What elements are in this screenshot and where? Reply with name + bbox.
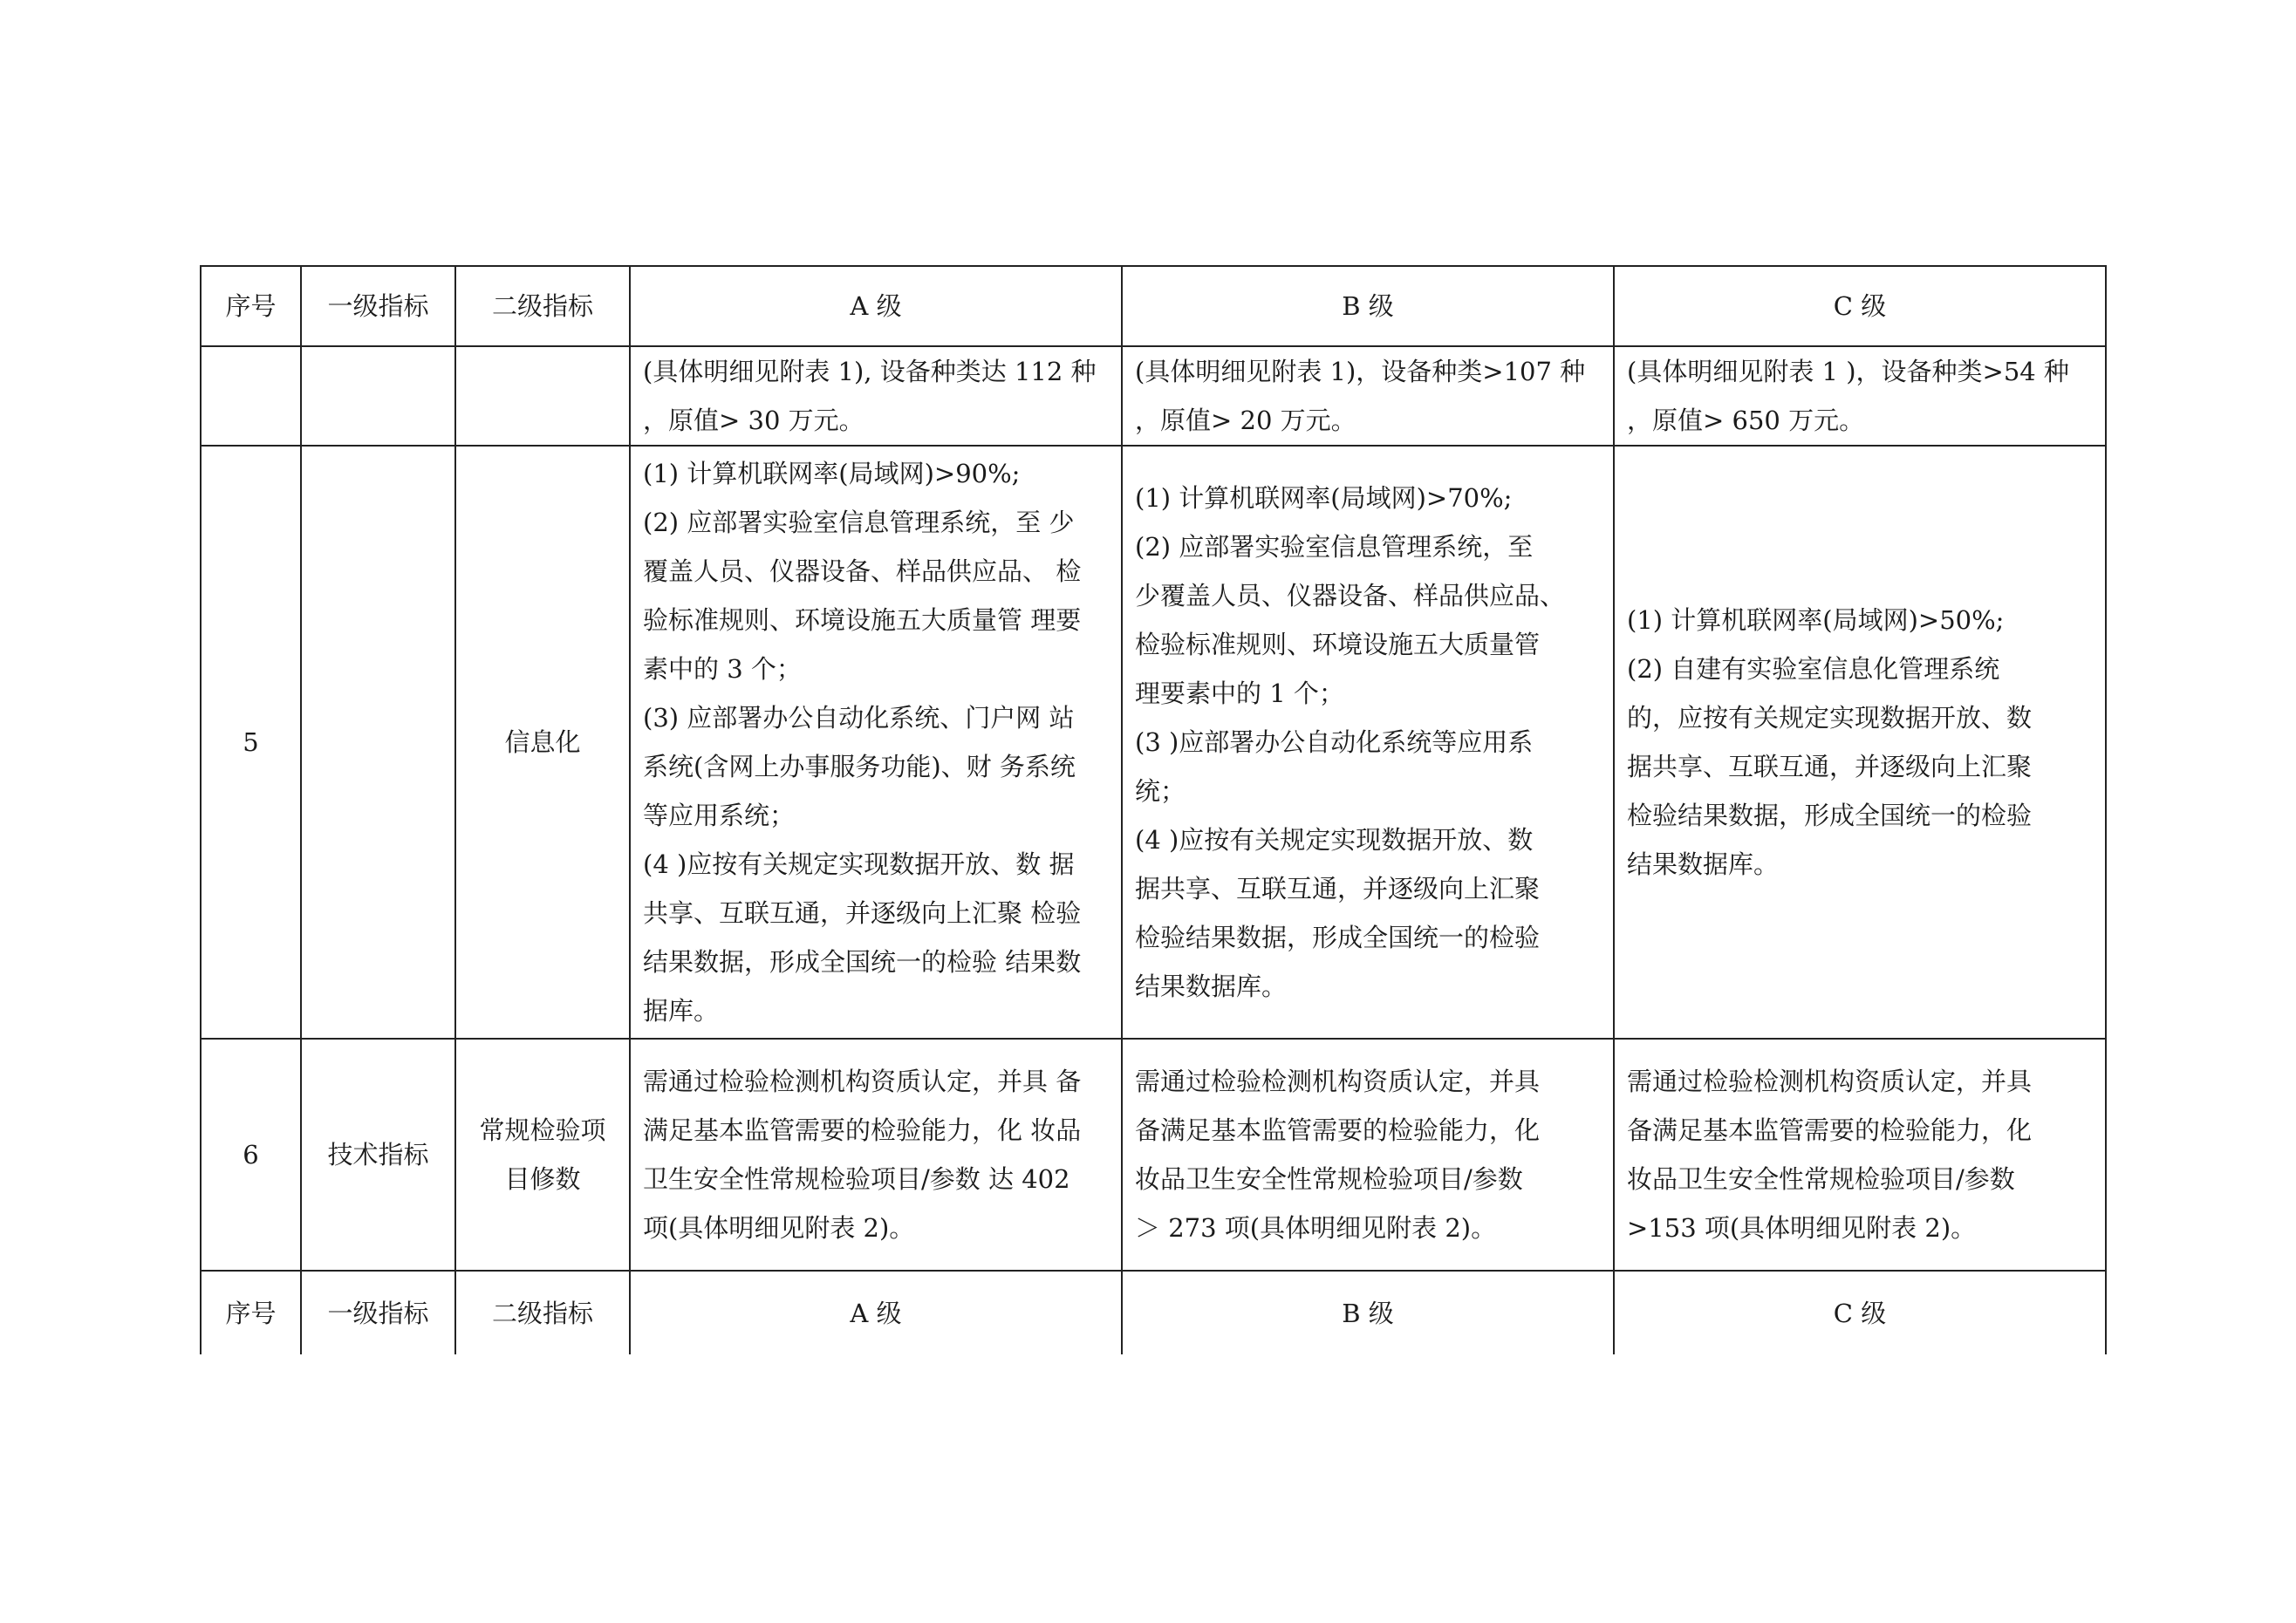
text-line: 备满足基本监管需要的检验能力，化 [1135, 1115, 1541, 1145]
text-line: 检验结果数据，形成全国统一的检验 [1135, 923, 1541, 952]
text-line: 覆盖人员、仪器设备、样品供应品、 检 [643, 556, 1082, 586]
cell-level2 [455, 346, 630, 446]
text-line: 的，应按有关规定实现数据开放、数 [1627, 703, 2033, 733]
text-line: 验标准规则、环境设施五大质量管 理要 [643, 605, 1082, 635]
text-line: 统； [1135, 776, 1186, 806]
text-line: (1) 计算机联网率(局域网)>90%; [643, 459, 1021, 488]
cell-grade-a [630, 346, 1122, 446]
text-line: 常规检验项 [479, 1115, 606, 1145]
cell-grade-b [1122, 1039, 1614, 1271]
text-line: (3 )应部署办公自动化系统等应用系 [1135, 727, 1534, 757]
header-level1: 一级指标 [301, 266, 455, 346]
cell-grade-c [1614, 346, 2106, 446]
cell-grade-a [630, 446, 1122, 1039]
cell-grade-b [1122, 446, 1614, 1039]
text-line: >153 项(具体明细见附表 2)。 [1627, 1213, 1977, 1243]
text-line: 卫生安全性常规检验项目/参数 达 402 [643, 1164, 1070, 1194]
text-line: (4 )应按有关规定实现数据开放、数 据 [643, 849, 1075, 879]
text-line: 据共享、互联互通，并逐级向上汇聚 [1135, 874, 1541, 904]
cell-grade-c [1614, 446, 2106, 1039]
header-grade-a: A 级 [630, 266, 1122, 346]
text-line: 少覆盖人员、仪器设备、样品供应品、 [1135, 581, 1566, 610]
text-line: (4 )应按有关规定实现数据开放、数 [1135, 825, 1534, 855]
text-line: 项(具体明细见附表 2)。 [643, 1213, 915, 1243]
text-line: 结果数据库。 [1627, 849, 1780, 879]
cell-grade-b [1122, 346, 1614, 446]
text-line: 检验结果数据，形成全国统一的检验 [1627, 801, 2033, 830]
text-line: 据共享、互联互通，并逐级向上汇聚 [1627, 752, 2033, 781]
header-level2: 二级指标 [455, 1271, 630, 1354]
header-no: 序号 [201, 266, 301, 346]
header-grade-c: C 级 [1614, 1271, 2106, 1354]
text-line: 目修数 [504, 1164, 581, 1194]
header-grade-a: A 级 [630, 1271, 1122, 1354]
cell-grade-a [630, 1039, 1122, 1271]
text-line: (3) 应部署办公自动化系统、门户网 站 [643, 703, 1075, 733]
text-line: 结果数据，形成全国统一的检验 结果数 [643, 947, 1082, 977]
text-line: 妆品卫生安全性常规检验项目/参数 [1627, 1164, 2015, 1194]
cell-no [201, 346, 301, 446]
table-row-5 [201, 446, 2106, 1039]
cell-level2 [455, 1039, 630, 1271]
text-line: 需通过检验检测机构资质认定，并具 [1135, 1067, 1541, 1096]
text-line: 理要素中的 1 个； [1135, 679, 1344, 708]
text-line: (1) 计算机联网率(局域网)>50%; [1627, 605, 2005, 635]
header-level2: 二级指标 [455, 266, 630, 346]
text-line: (2) 自建有实验室信息化管理系统 [1627, 654, 2000, 684]
text-line: (具体明细见附表 1), 设备种类达 112 种 [643, 357, 1097, 386]
text-line: 妆品卫生安全性常规检验项目/参数 [1135, 1164, 1523, 1194]
text-line: 等应用系统； [643, 801, 796, 830]
text-line: 共享、互联互通，并逐级向上汇聚 检验 [643, 898, 1082, 928]
cell-level1: 技术指标 [301, 1039, 455, 1271]
text-line: 据库。 [643, 996, 720, 1026]
header-grade-c: C 级 [1614, 266, 2106, 346]
text-line: 结果数据库。 [1135, 972, 1288, 1001]
text-line: 满足基本监管需要的检验能力，化 妆品 [643, 1115, 1082, 1145]
header-grade-b: B 级 [1122, 1271, 1614, 1354]
text-line: ，原值> 20 万元。 [1135, 406, 1356, 435]
table-row-6 [201, 1039, 2106, 1271]
header-grade-b: B 级 [1122, 266, 1614, 346]
header-no: 序号 [201, 1271, 301, 1354]
cell-level1 [301, 446, 455, 1039]
text-line: (具体明细见附表 1)，设备种类>107 种 [1135, 357, 1586, 386]
text-line: 备满足基本监管需要的检验能力，化 [1627, 1115, 2033, 1145]
indicator-table [200, 265, 2107, 1354]
cell-no: 5 [201, 446, 301, 1039]
cell-level1 [301, 346, 455, 446]
text-line: (2) 应部署实验室信息管理系统，至 [1135, 532, 1534, 562]
text-line: 需通过检验检测机构资质认定，并具 备 [643, 1067, 1082, 1096]
text-line: (2) 应部署实验室信息管理系统，至 少 [643, 508, 1075, 537]
text-line: 系统(含网上办事服务功能)、财 务系统 [643, 752, 1076, 781]
cell-level2: 信息化 [455, 446, 630, 1039]
text-line: 需通过检验检测机构资质认定，并具 [1627, 1067, 2033, 1096]
table-header-row [201, 266, 2106, 346]
header-level1: 一级指标 [301, 1271, 455, 1354]
text-line: (具体明细见附表 1 )，设备种类>54 种 [1627, 357, 2069, 386]
text-line: 检验标准规则、环境设施五大质量管 [1135, 630, 1541, 659]
table-header-row-repeat [201, 1271, 2106, 1354]
text-line: (1) 计算机联网率(局域网)>70%; [1135, 483, 1513, 513]
text-line: ，原值> 650 万元。 [1627, 406, 1865, 435]
text-line: 素中的 3 个； [643, 654, 802, 684]
text-line: ，原值> 30 万元。 [643, 406, 864, 435]
cell-grade-c [1614, 1039, 2106, 1271]
text-line: ＞ 273 项(具体明细见附表 2)。 [1135, 1213, 1497, 1243]
cell-no: 6 [201, 1039, 301, 1271]
table-row-continuation [201, 346, 2106, 446]
